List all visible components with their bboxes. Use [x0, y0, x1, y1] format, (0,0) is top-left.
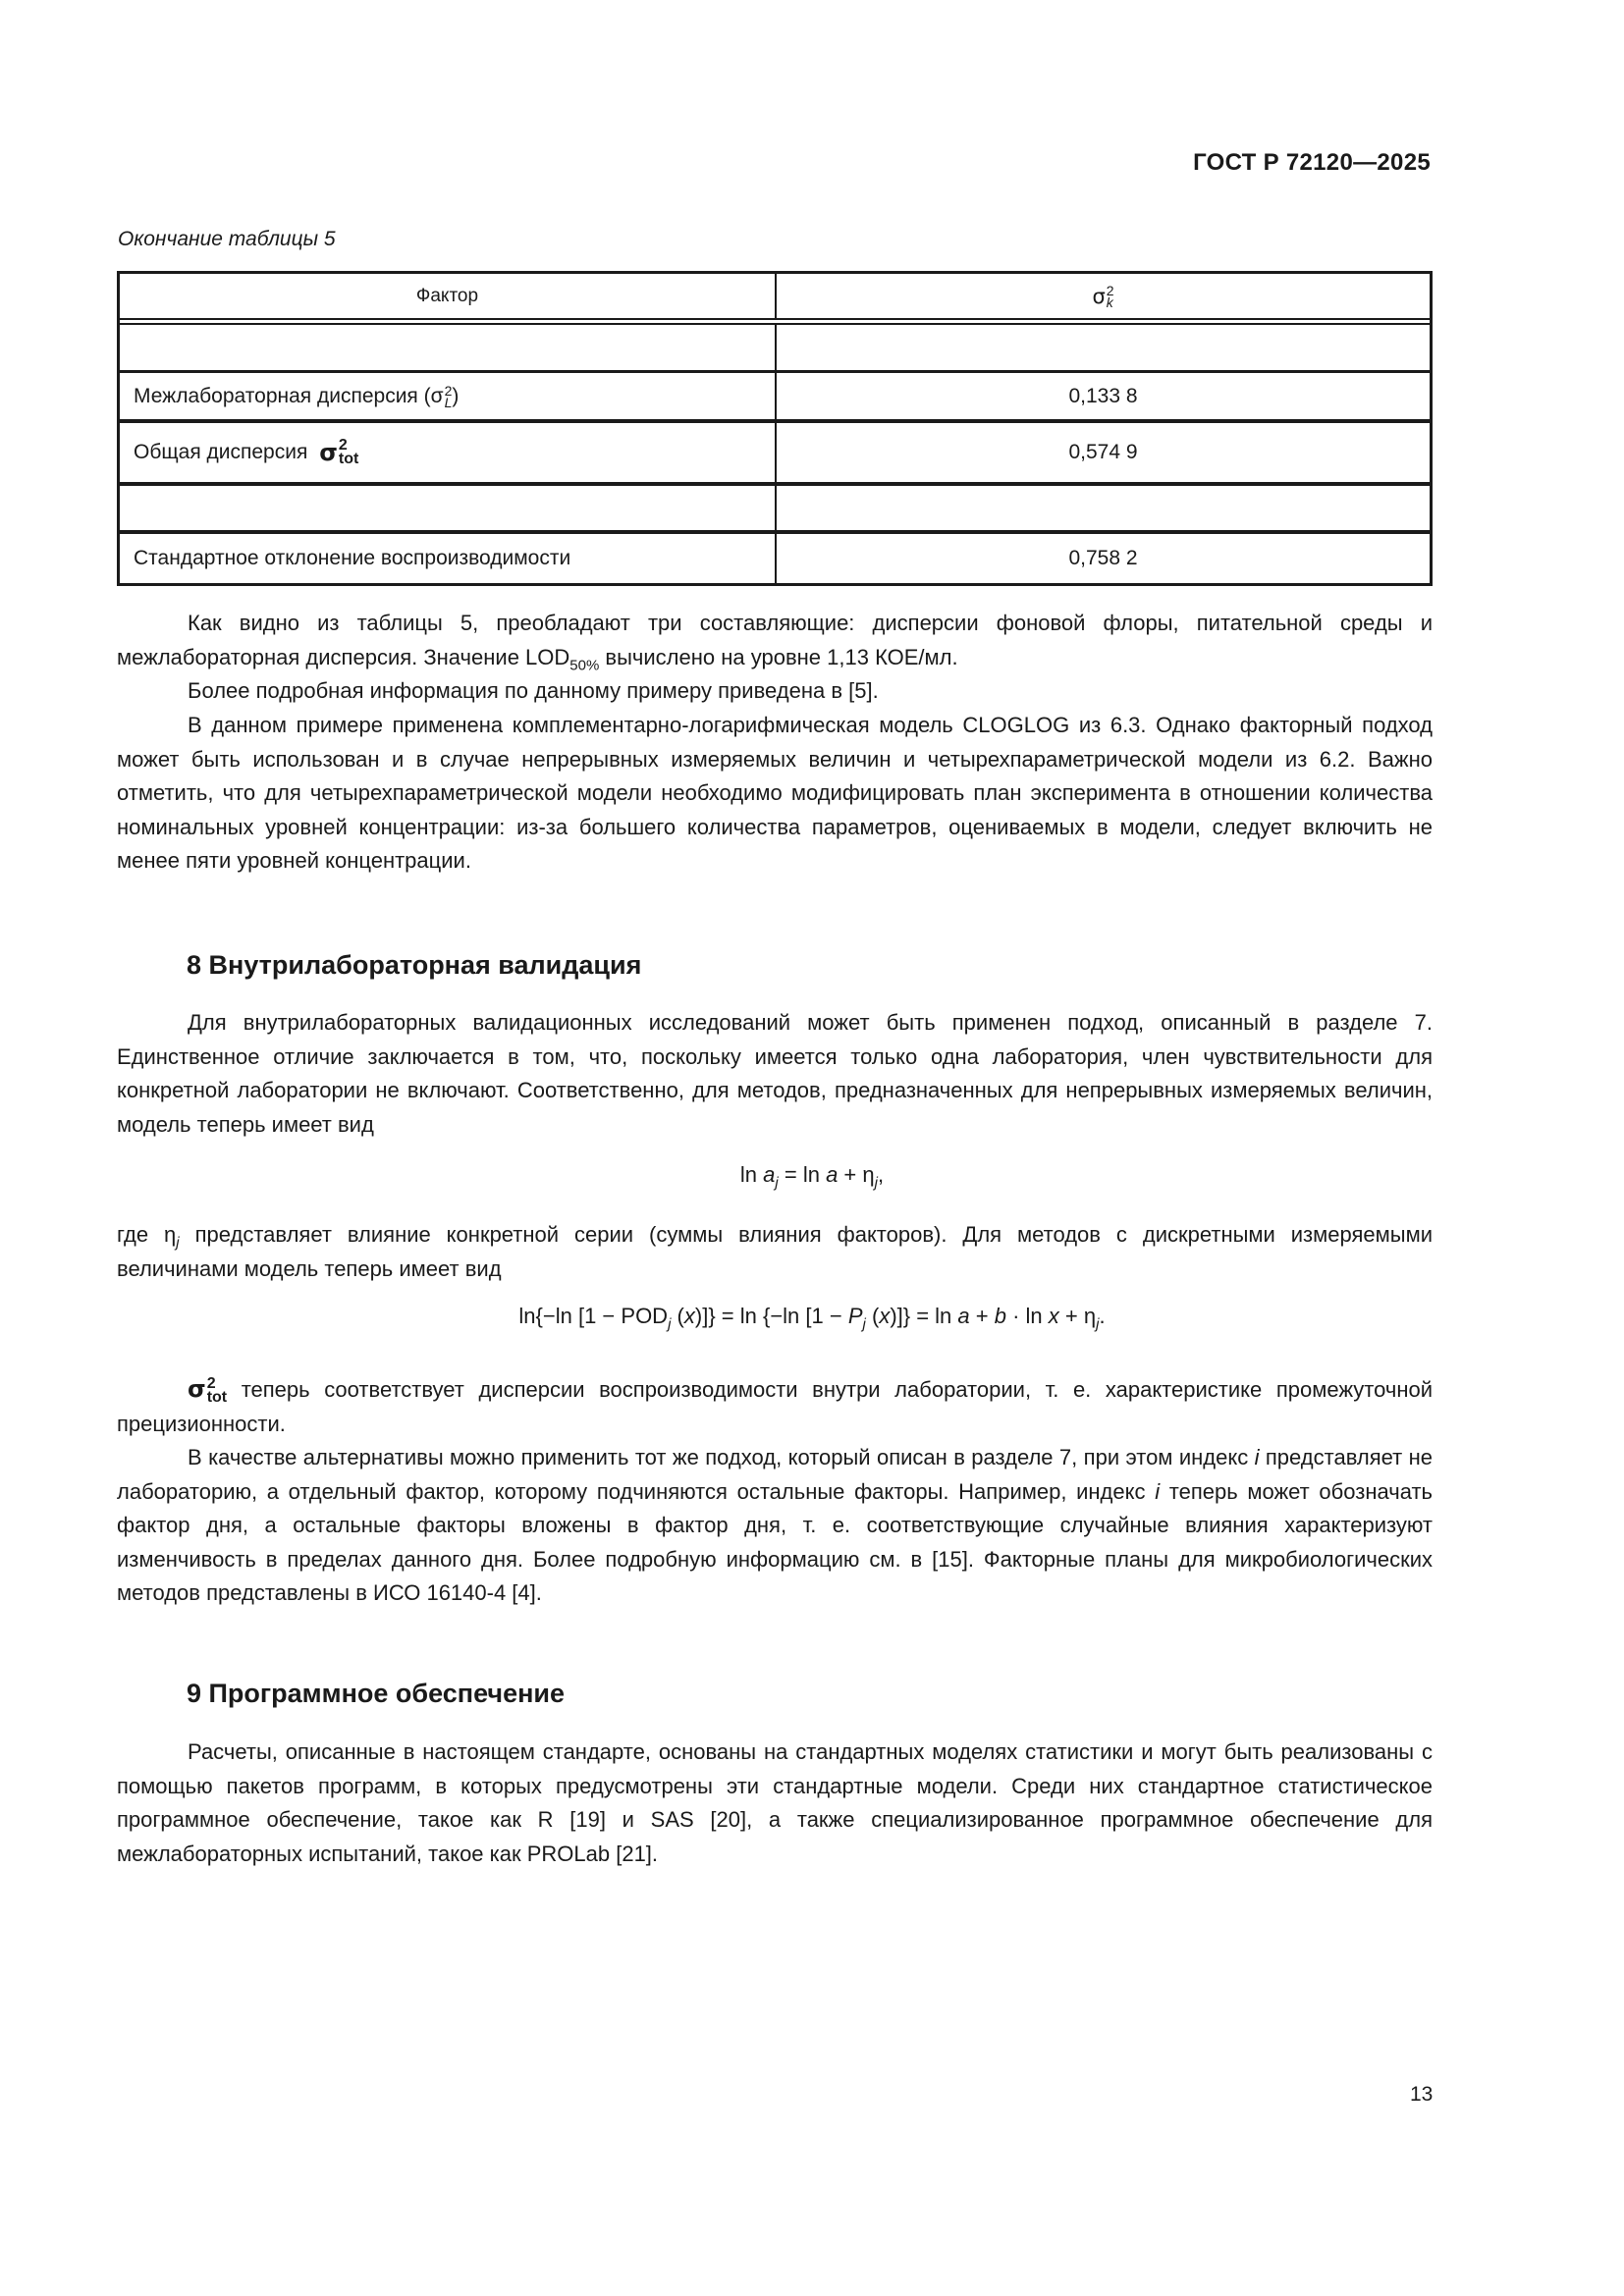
header-factor: Фактор	[120, 274, 777, 318]
paragraph: где $\eta_j$ представляет влияние конкретной серии (суммы влияния факторов). Для методов с дискретными измеряемыми величинами модель теперь имеет вид	[117, 1222, 1433, 1281]
paragraph: Как видно из таблицы 5, преобладают три составляющие: дисперсии фоновой флоры, питательной среды и межлабораторная дисперсия. Значение $LOD_{50\%}$ вычислено на уровне 1,13 КОЕ/мл.	[117, 611, 1433, 673]
table-caption: Окончание таблицы 5	[118, 228, 336, 250]
row-value	[777, 486, 1430, 530]
variance-table	[117, 271, 1433, 586]
row-value: 0,758 2	[1068, 547, 1138, 569]
table-row	[117, 423, 1433, 486]
row-factor: Межлабораторная дисперсия (σ 2 L )	[120, 373, 777, 419]
page-number: 13	[1410, 2083, 1434, 2106]
sigma-sup: 2	[1106, 282, 1114, 298]
section-9-heading: 9 Программное обеспечение	[187, 1679, 566, 1708]
formula-discrete: ln{−ln [$1 - POD_j$ (x)]} = ln {−ln [$1 - P_j$ $(x)]\} = \ln a + b \cdot \ln x + \eta_j$.	[518, 1304, 1106, 1333]
formula-continuous: $\ln a_j = \ln a + \eta_j$,	[739, 1162, 885, 1192]
table-row	[117, 486, 1433, 534]
paragraph: Более подробная информация по данному примеру приведена в [5].	[188, 678, 879, 703]
paragraph: σ 2 tot теперь соответствует дисперсии воспроизводимости внутри лаборатории, т. е. характеристике промежуточной прецизионности.	[117, 1375, 1433, 1436]
sigma-sub: k	[1106, 294, 1113, 310]
row-value	[777, 325, 1430, 370]
paragraph: Для внутрилабораторных валидационных исследований может быть применен подход, описанный в разделе 7. Единственное отличие заключается в том, что, поскольку имеется только одна лаборатория, член чувствительности для конкретной лаборатории не включают. Соответственно, для методов, предназначенных для непрерывных измеряемых величин, модель теперь имеет вид	[117, 1010, 1433, 1137]
paragraph: В данном примере применена комплементарно-логарифмическая модель CLOGLOG из 6.3. Однако факторный подход может быть использован и в случае непрерывных измеряемых величин и четырехпараметрической модели из 6.2. Важно отметить, что для четырехпараметрической модели необходимо модифицировать план эксперимента в отношении количества номинальных уровней концентрации: из-за большего количества параметров, оцениваемых в модели, следует включить не менее пяти уровней концентрации.	[117, 713, 1433, 873]
table-row	[117, 534, 1433, 586]
header-sigma	[777, 274, 1430, 318]
table-row	[117, 325, 1433, 373]
row-factor	[120, 325, 777, 370]
paragraph: Расчеты, описанные в настоящем стандарте, основаны на стандартных моделях статистики и могут быть реализованы с помощью пакетов программ, в которых предусмотрены эти стандартные модели. Среди них стандартное статистическое программное обеспечение, такое как R [19] и SAS [20], а также специализированное программное обеспечение для межлабораторных испытаний, такое как PROLab [21].	[117, 1739, 1433, 1866]
header-double-rule	[117, 318, 1433, 325]
sigma-symbol: σ	[1092, 284, 1106, 308]
row-factor	[120, 486, 777, 530]
row-factor: Стандартное отклонение воспроизводимости	[120, 534, 777, 583]
section-8-heading: 8 Внутрилабораторная валидация	[187, 950, 642, 980]
standard-designation: ГОСТ Р 72120—2025	[1193, 149, 1431, 176]
table-row	[117, 373, 1433, 423]
table-header-row	[117, 271, 1433, 318]
row-factor: Общая дисперсия σ 2 tot	[120, 423, 777, 482]
row-value: 0,574 9	[1068, 441, 1138, 463]
row-value: 0,133 8	[1068, 384, 1138, 407]
paragraph: В качестве альтернативы можно применить тот же подход, который описан в разделе 7, при этом индекс i представляет не лабораторию, а отдельный фактор, которому подчиняются остальные факторы. Например, индекс i теперь может обозначать фактор дня, а остальные факторы вложены в фактор дня, т. е. соответствующие случайные влияния характеризуют изменчивость в пределах данного дня. Более подробную информацию см. в [15]. Факторные планы для микробиологических методов представлены в ИСО 16140-4 [4].	[117, 1445, 1433, 1605]
